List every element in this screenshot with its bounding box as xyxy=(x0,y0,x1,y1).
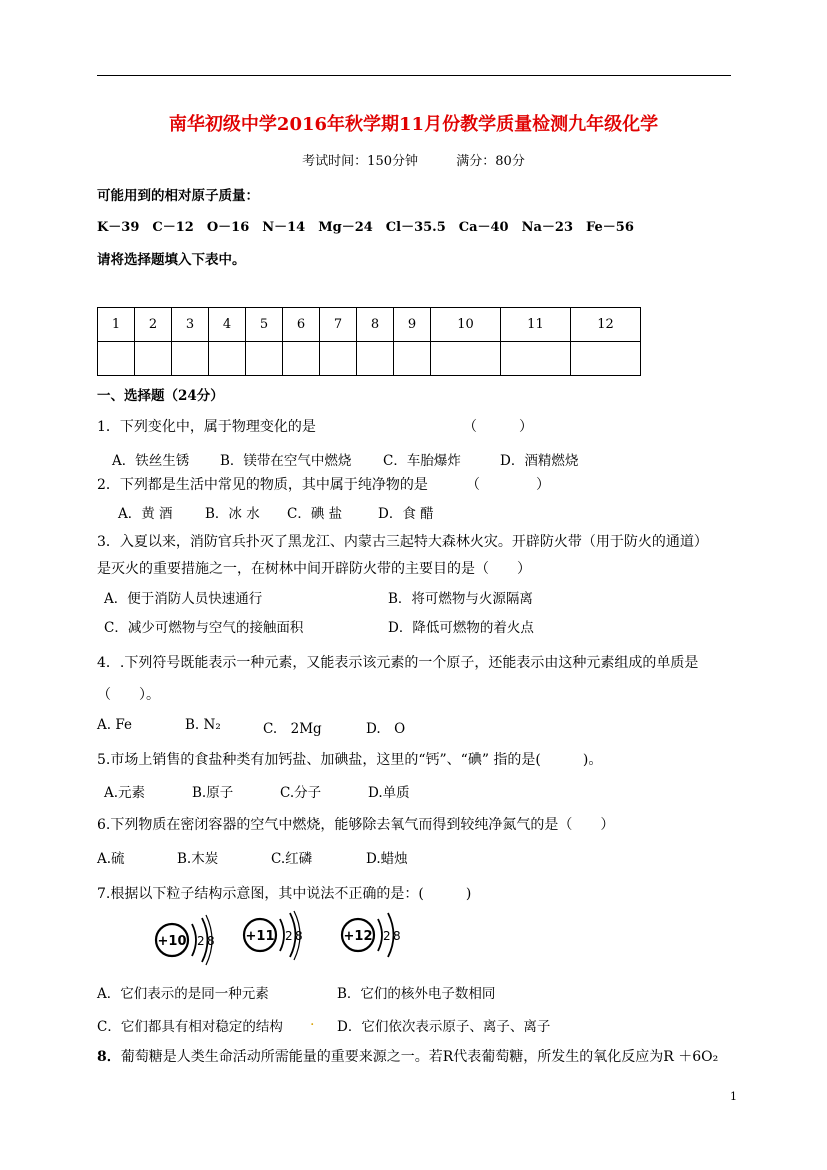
answer-cell-11[interactable] xyxy=(500,342,570,376)
answer-table xyxy=(97,307,641,376)
question-7-stem: 7.根据以下粒子结构示意图，其中说法不正确的是：( ) xyxy=(97,886,472,902)
question-1-option-a: A．铁丝生锈 xyxy=(112,453,190,469)
shell-electrons: 8 xyxy=(295,929,303,943)
question-8 xyxy=(97,1046,718,1066)
question-3-stem-line2: 是灭火的重要措施之一，在树林中间开辟防火带的主要目的是（ ） xyxy=(97,561,531,577)
question-6-option-a: A.硫 xyxy=(97,851,125,867)
question-2-option-a: A．黄 酒 xyxy=(118,506,173,522)
answer-cell-6[interactable] xyxy=(283,342,320,376)
answer-number: 9 xyxy=(394,308,431,342)
shell-electrons: 2 xyxy=(383,929,391,943)
question-7-option-b: B．它们的核外电子数相同 xyxy=(337,986,496,1002)
stray-mark: . xyxy=(310,1013,315,1029)
exam-info xyxy=(0,150,827,169)
answer-cell-12[interactable] xyxy=(570,342,640,376)
question-6-option-c: C.红磷 xyxy=(271,851,313,867)
particle-diagram-2 xyxy=(244,911,303,960)
exam-time: 考试时间：150分钟 xyxy=(302,154,418,169)
shell-electrons: 2 xyxy=(197,934,205,948)
question-1-option-b: B．镁带在空气中燃烧 xyxy=(220,453,352,469)
question-7-option-d: D．它们依次表示原子、离子、离子 xyxy=(337,1019,551,1035)
question-2-option-d: D．食 醋 xyxy=(378,506,434,522)
answer-number: 10 xyxy=(431,308,501,342)
answer-number: 2 xyxy=(135,308,172,342)
question-2-blank: （ ） xyxy=(466,477,550,493)
answer-cell-9[interactable] xyxy=(394,342,431,376)
question-1-blank: （ ） xyxy=(463,419,533,435)
question-5-option-b: B.原子 xyxy=(192,785,234,801)
answer-cell-4[interactable] xyxy=(209,342,246,376)
exam-title: 南华初级中学2016年秋学期11月份教学质量检测九年级化学 xyxy=(168,114,659,135)
answer-number: 12 xyxy=(570,308,640,342)
question-4-stem-line1: 4．.下列符号既能表示一种元素，又能表示该元素的一个原子，还能表示由这种元素组成的单质是 xyxy=(97,655,699,671)
question-8-stem: 葡萄糖是人类生命活动所需能量的重要来源之一。若R代表葡萄糖，所发生的氧化反应为R ＋6O₂ xyxy=(120,1049,719,1065)
atomic-mass-values: K－39 C－12 O－16 N－14 Mg－24 Cl－35.5 Ca－40 Na－23 Fe－56 xyxy=(97,220,634,235)
question-7-option-c: C．它们都具有相对稳定的结构 xyxy=(97,1019,283,1035)
answer-cell-1[interactable] xyxy=(98,342,135,376)
answer-number: 7 xyxy=(320,308,357,342)
answer-number: 3 xyxy=(172,308,209,342)
answer-cell-7[interactable] xyxy=(320,342,357,376)
particle-diagrams xyxy=(140,910,420,970)
nucleus-charge: +11 xyxy=(245,929,275,944)
nucleus-charge: +10 xyxy=(157,934,187,949)
answer-cell-5[interactable] xyxy=(246,342,283,376)
answer-number: 5 xyxy=(246,308,283,342)
page-number: 1 xyxy=(730,1090,737,1103)
answer-cell-2[interactable] xyxy=(135,342,172,376)
question-2-stem: 2．下列都是生活中常见的物质，其中属于纯净物的是 xyxy=(97,477,428,493)
answer-cell-3[interactable] xyxy=(172,342,209,376)
header-rule xyxy=(97,75,731,76)
question-1-stem: 1．下列变化中，属于物理变化的是 xyxy=(97,419,316,435)
question-4-option-c: C. 2Mg xyxy=(263,721,322,737)
question-4-option-b: B. N₂ xyxy=(185,717,221,733)
question-5-option-a: A.元素 xyxy=(104,785,146,801)
answer-number: 8 xyxy=(357,308,394,342)
question-6-option-b: B.木炭 xyxy=(177,851,219,867)
question-8-number: 8． xyxy=(97,1049,121,1065)
question-3-option-a: A．便于消防人员快速通行 xyxy=(104,591,263,607)
question-3-stem-line1: 3．入夏以来，消防官兵扑灭了黑龙江、内蒙古三起特大森林火灾。开辟防火带（用于防火的通道） xyxy=(97,534,708,550)
question-5-stem: 5.市场上销售的食盐种类有加钙盐、加碘盐，这里的“钙”、“碘” 指的是( )。 xyxy=(97,752,603,768)
question-3-option-b: B．将可燃物与火源隔离 xyxy=(388,591,533,607)
question-1-option-c: C．车胎爆炸 xyxy=(383,453,461,469)
question-5-option-c: C.分子 xyxy=(280,785,322,801)
instruction: 请将选择题填入下表中。 xyxy=(97,252,246,268)
question-4-stem-line2: （ ）。 xyxy=(97,687,160,703)
answer-number: 11 xyxy=(500,308,570,342)
answer-cell-8[interactable] xyxy=(357,342,394,376)
answer-number: 6 xyxy=(283,308,320,342)
answer-cell-10[interactable] xyxy=(431,342,501,376)
question-3-option-c: C．减少可燃物与空气的接触面积 xyxy=(104,620,304,636)
answer-number: 4 xyxy=(209,308,246,342)
question-6-option-d: D.蜡烛 xyxy=(366,851,408,867)
question-2-option-c: C．碘 盐 xyxy=(287,506,343,522)
question-1-option-d: D．酒精燃烧 xyxy=(500,453,579,469)
full-score: 满分：80分 xyxy=(456,154,525,169)
question-3-option-d: D．降低可燃物的着火点 xyxy=(388,620,534,636)
answer-number: 1 xyxy=(98,308,135,342)
answer-table-input-row xyxy=(98,342,641,376)
section-title: 一、选择题（24分） xyxy=(97,388,224,404)
atomic-mass-label: 可能用到的相对原子质量： xyxy=(97,188,259,204)
answer-table-header-row xyxy=(98,308,641,342)
shell-electrons: 8 xyxy=(207,934,215,948)
question-4-option-a: A. Fe xyxy=(97,717,132,733)
particle-diagram-3 xyxy=(342,913,401,957)
particle-diagram-1 xyxy=(156,915,215,965)
nucleus-charge: +12 xyxy=(343,929,373,944)
shell-electrons: 2 xyxy=(285,929,293,943)
shell-electrons: 8 xyxy=(393,929,401,943)
question-2-option-b: B．冰 水 xyxy=(205,506,260,522)
question-6-stem: 6.下列物质在密闭容器的空气中燃烧，能够除去氧气而得到较纯净氮气的是（ ） xyxy=(97,817,615,833)
question-7-option-a: A．它们表示的是同一种元素 xyxy=(97,986,269,1002)
question-4-option-d: D. O xyxy=(366,721,406,737)
question-5-option-d: D.单质 xyxy=(368,785,410,801)
